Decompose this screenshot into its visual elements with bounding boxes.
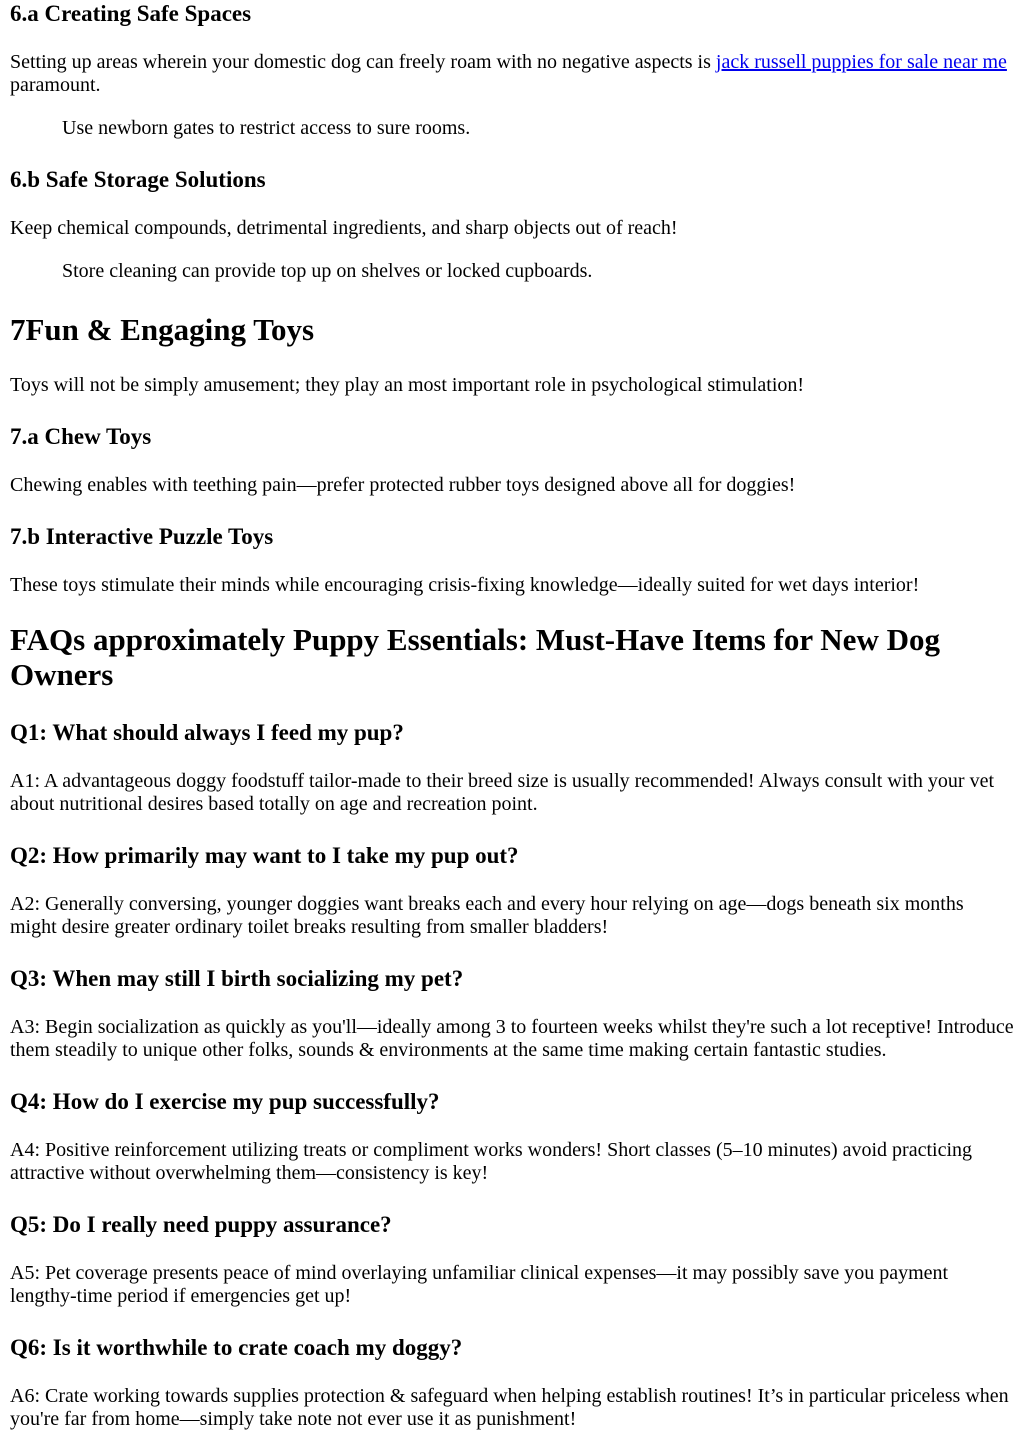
faq-question: Q4: How do I exercise my pup successfully? <box>10 1089 440 1114</box>
section-paragraph-7b: These toys stimulate their minds while encouraging crisis-fixing knowledge—ideally suited for wet days interior! <box>10 574 920 596</box>
section-heading-7b: 7.b Interactive Puzzle Toys <box>10 524 274 549</box>
section-paragraph-7: Toys will not be simply amusement; they play an most important role in psychological stimulation! <box>10 374 805 396</box>
paragraph-text: Setting up areas wherein your domestic dog can freely roam with no negative aspects is <box>10 51 716 73</box>
faq-answer: A1: A advantageous doggy foodstuff tailor-made to their breed size is usually recommended! Always consult with your vet about nutritional desires based totally on age and recreation point. <box>10 770 995 815</box>
faq-answer: A2: Generally conversing, younger doggies want breaks each and every hour relying on age—dogs beneath six months might desire greater ordinary toilet breaks resulting from smaller bladders! <box>10 893 964 938</box>
section-heading-6a: 6.a Creating Safe Spaces <box>10 1 252 26</box>
faq-answer: A6: Crate working towards supplies protection & safeguard when helping establish routines! It’s in particular priceless when you're far from home—simply take note not ever use it as punishment! <box>10 1385 1009 1430</box>
indented-note-6a: Use newborn gates to restrict access to sure rooms. <box>62 117 471 139</box>
section-heading-7: 7Fun & Engaging Toys <box>10 312 315 347</box>
faq-answer: A3: Begin socialization as quickly as you'll—ideally among 3 to fourteen weeks whilst they're such a lot receptive! Introduce them steadily to unique other folks, sounds & environments at the same time making certain fantastic studies. <box>10 1016 1014 1061</box>
paragraph-text: paramount. <box>10 74 101 96</box>
section-paragraph-6b: Keep chemical compounds, detrimental ingredients, and sharp objects out of reach! <box>10 217 678 239</box>
faq-question: Q6: Is it worthwhile to crate coach my doggy? <box>10 1335 463 1360</box>
section-paragraph-6a <box>10 51 1014 97</box>
faq-question: Q5: Do I really need puppy assurance? <box>10 1212 392 1237</box>
section-heading-6b: 6.b Safe Storage Solutions <box>10 167 266 192</box>
article <box>0 1 1024 1431</box>
faq-heading: FAQs approximately Puppy Essentials: Must-Have Items for New Dog Owners <box>10 622 940 692</box>
section-heading-7a: 7.a Chew Toys <box>10 424 152 449</box>
faq-answer: A4: Positive reinforcement utilizing treats or compliment works wonders! Short classes (5–10 minutes) avoid practicing attractive without overwhelming them—consistency is key! <box>10 1139 973 1184</box>
jack-russell-link[interactable]: jack russell puppies for sale near me <box>715 51 1007 73</box>
faq-question: Q3: When may still I birth socializing my pet? <box>10 966 464 991</box>
section-paragraph-7a: Chewing enables with teething pain—prefer protected rubber toys designed above all for doggies! <box>10 474 796 496</box>
faq-question: Q1: What should always I feed my pup? <box>10 720 404 745</box>
faq-answer: A5: Pet coverage presents peace of mind overlaying unfamiliar clinical expenses—it may possibly save you payment lengthy-time period if emergencies get up! <box>10 1262 949 1307</box>
indented-note-6b: Store cleaning can provide top up on shelves or locked cupboards. <box>62 260 593 282</box>
faq-list <box>10 720 1014 1431</box>
faq-question: Q2: How primarily may want to I take my pup out? <box>10 843 519 868</box>
